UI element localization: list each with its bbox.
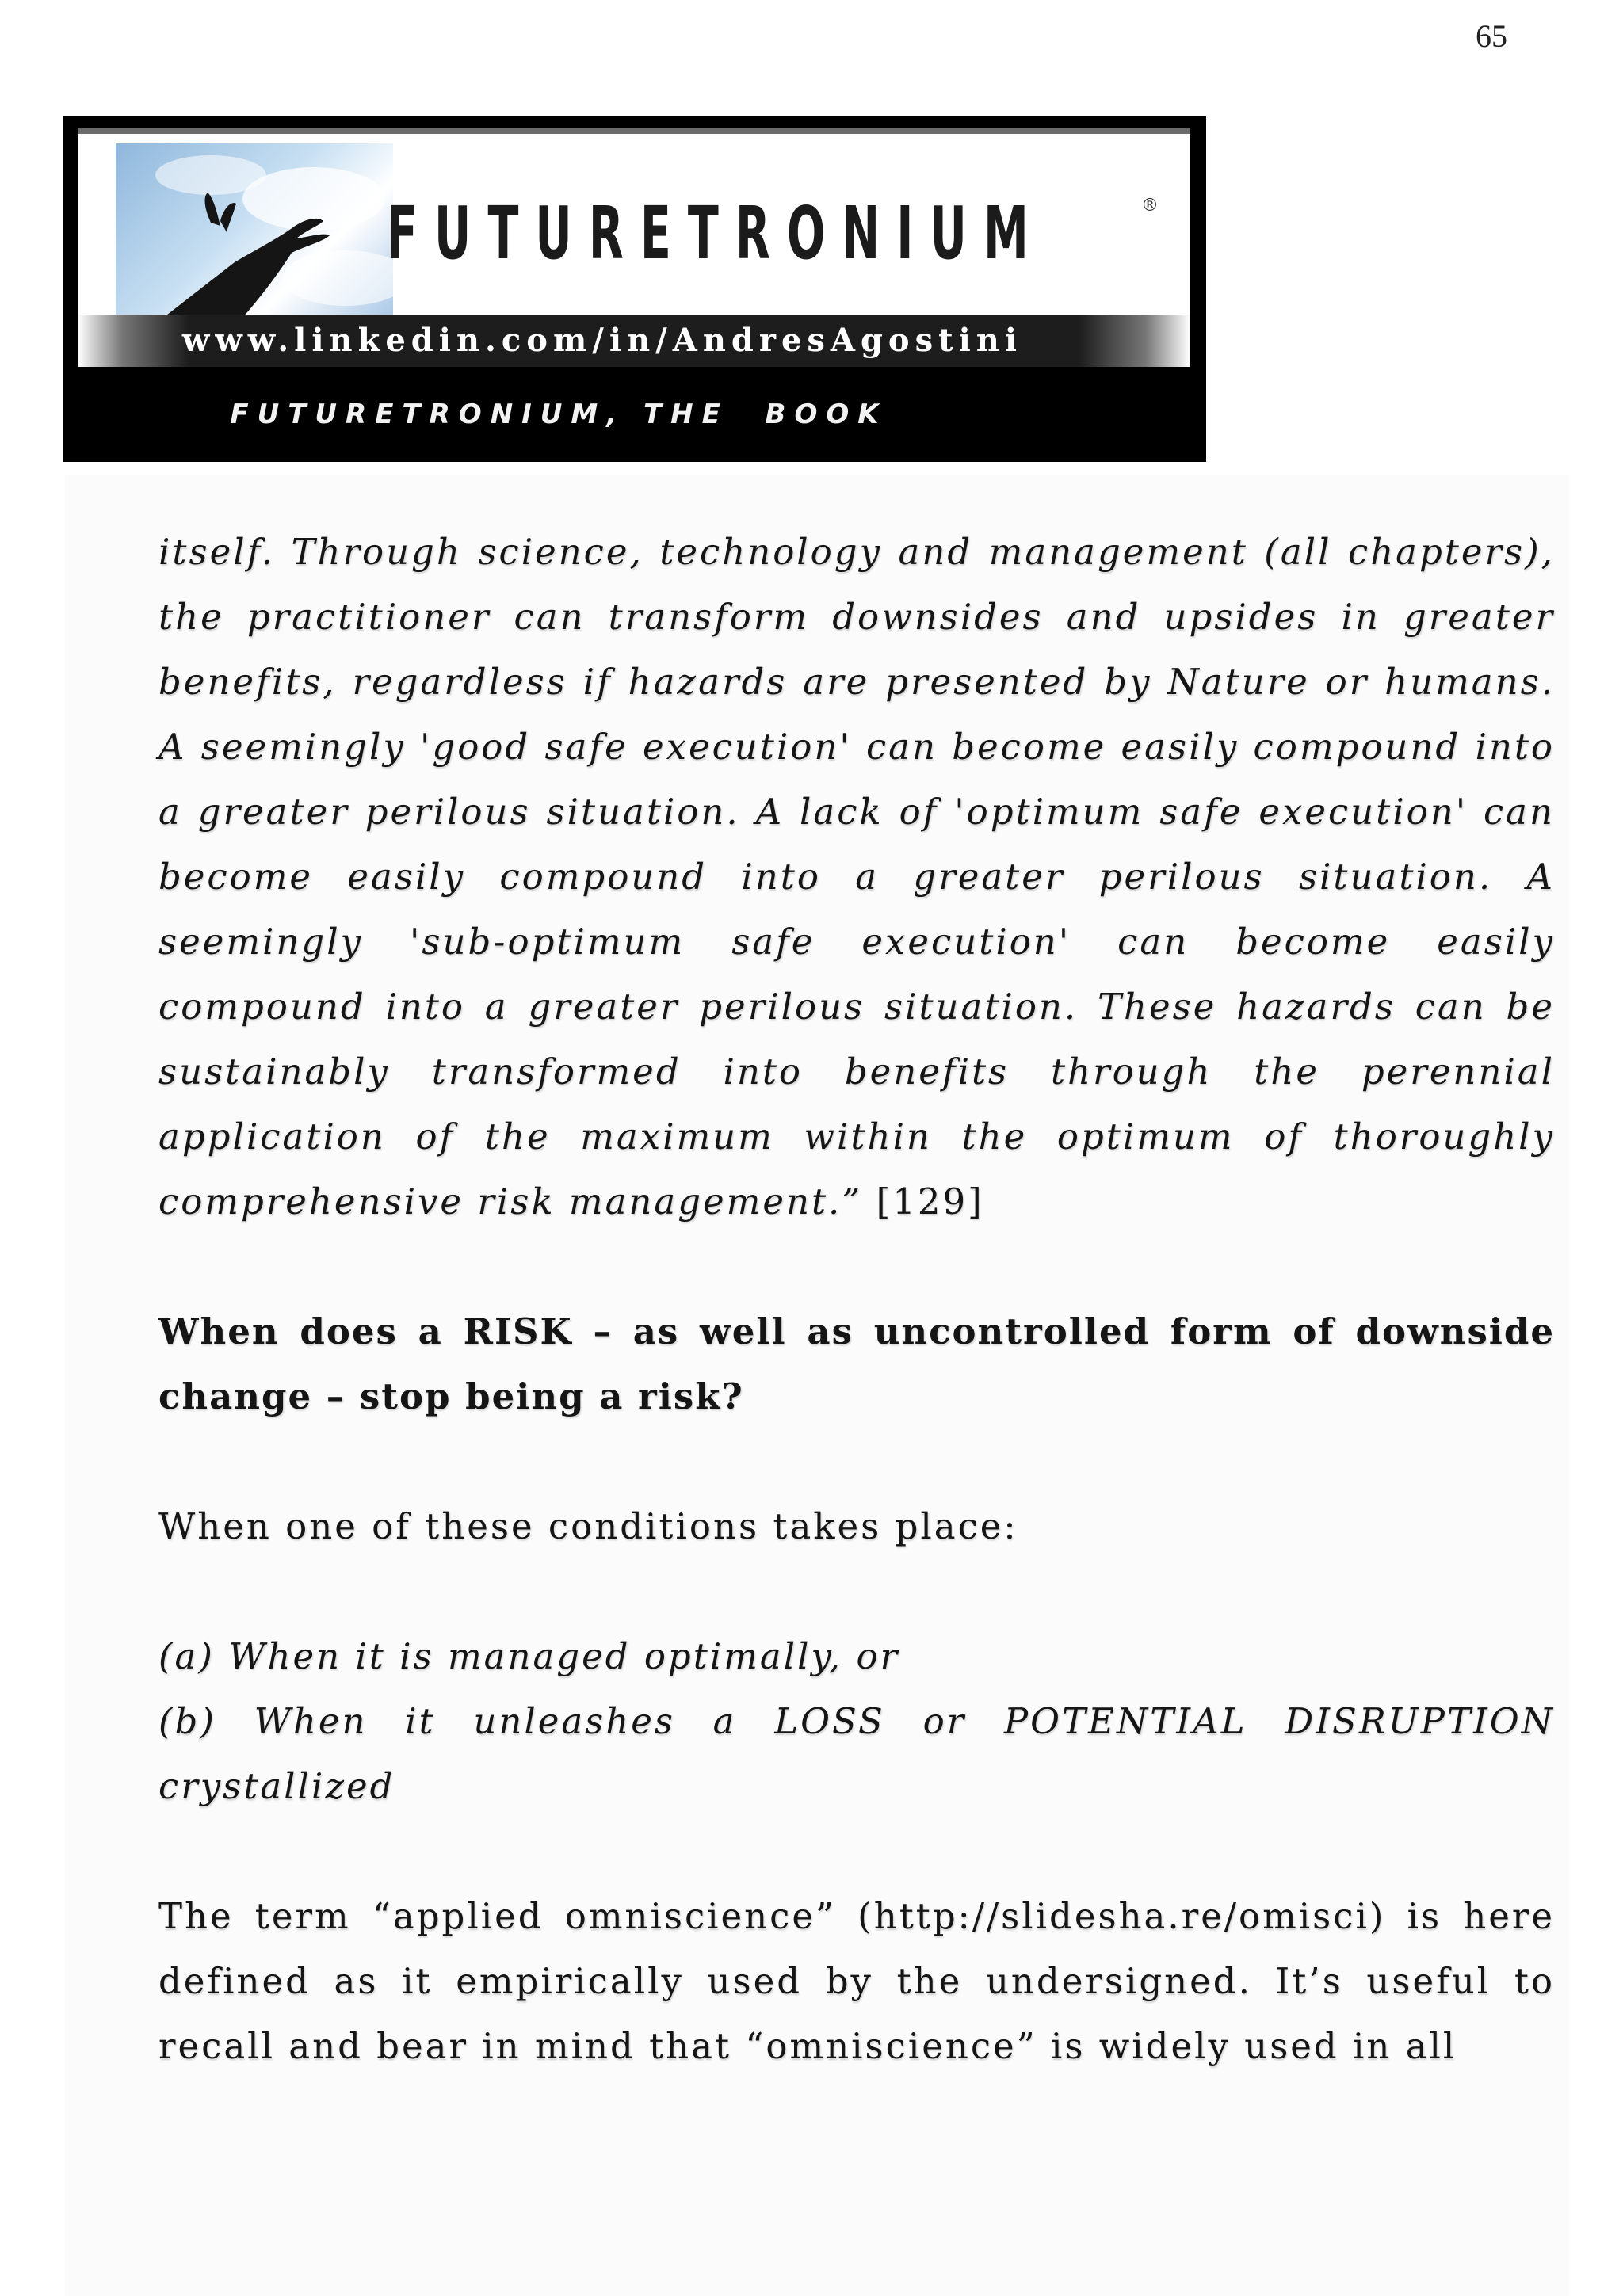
condition-a: (a) When it is managed optimally, or: [158, 1635, 900, 1677]
linkedin-url[interactable]: www.linkedin.com/in/AndresAgostini: [181, 322, 1023, 359]
condition-b: (b) When it unleashes a LOSS or POTENTIAL DISRUPTION crystallized: [158, 1700, 1555, 1807]
brand-title: FUTURETRONIUM: [387, 191, 1045, 276]
banner-panel: [78, 128, 1190, 367]
registered-mark: ®: [1141, 196, 1159, 215]
url-bar: [78, 315, 1190, 367]
quote-text: itself. Through science, technology and management (all chapters), the practitioner can transform downsides and upsides in greater benefits, regardless if hazards are presented by Nature or humans. A seemingly 'good safe execution' can become easily compound into a greater perilous situation. A lack of 'optimum safe execution' can become easily compound into a greater perilous situation. A seemingly 'sub-optimum safe execution' can become easily compound into a greater perilous situation. These hazards can be sustainably transformed into benefits through the perennial application of the maximum within the optimum of thoroughly comprehensive risk management.”: [158, 531, 1555, 1222]
closing-paragraph: The term “applied omniscience” (http://slidesha.re/omisci) is here defined as it empirically used by the undersigned. It’s useful to recall and bear in mind that “omniscience” is widely used in all: [158, 1895, 1555, 2067]
banner-top-rule: [78, 128, 1190, 134]
page-number: 65: [1476, 18, 1507, 54]
hand-reaching-sky-icon: [116, 143, 393, 318]
section-heading: When does a RISK – as well as uncontrolled form of downside change – stop being a risk?: [158, 1310, 1555, 1417]
citation-reference: [129]: [862, 1180, 984, 1222]
page-content: [158, 520, 1555, 2079]
intro-text: When one of these conditions takes place:: [158, 1505, 1018, 1547]
book-subtitle: FUTURETRONIUM, THE BOOK: [230, 399, 888, 430]
futuretronium-banner: [63, 116, 1206, 462]
quote-paragraph: [158, 520, 1555, 1234]
